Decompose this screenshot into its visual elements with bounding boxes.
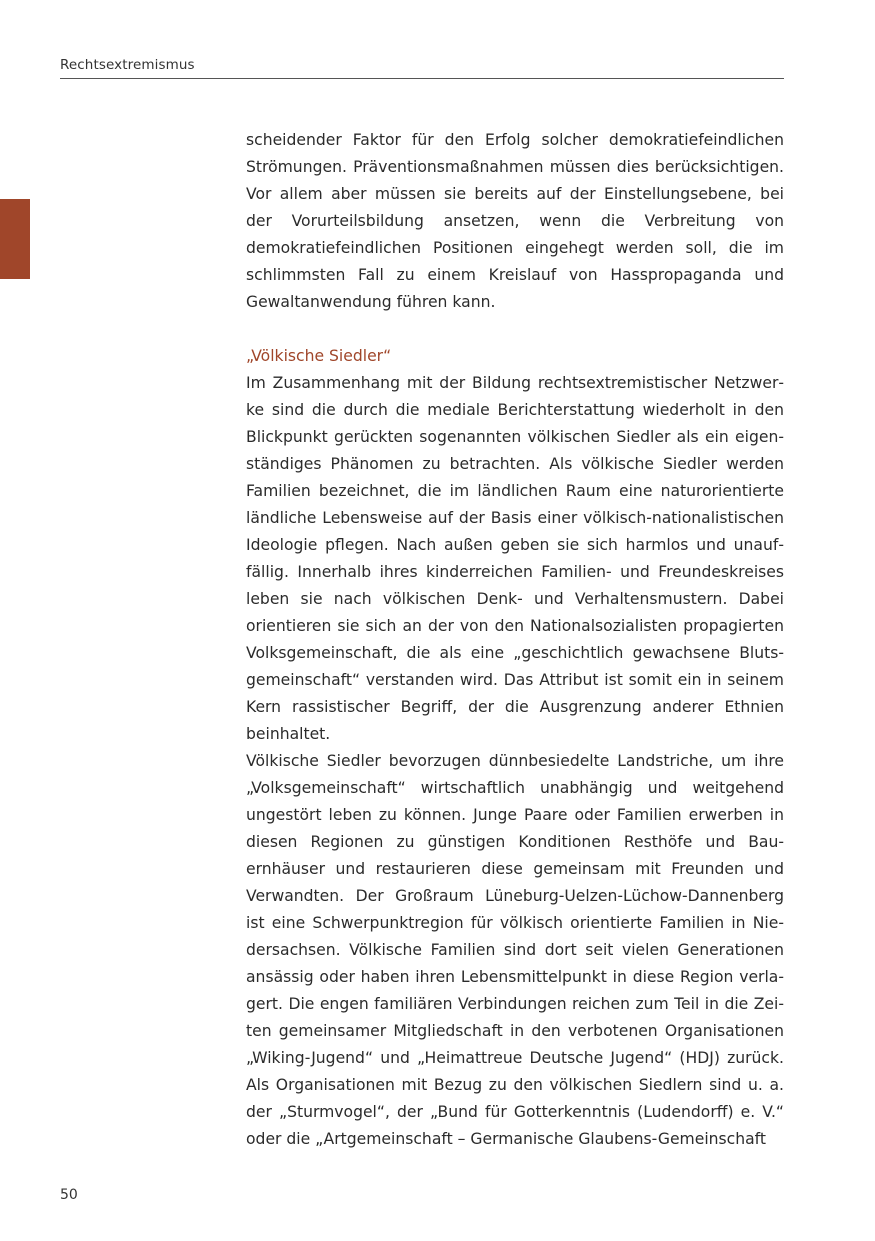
section-heading: „Völkische Siedler“ bbox=[246, 347, 392, 365]
chapter-side-tab bbox=[0, 199, 30, 279]
running-title: Rechtsextremismus bbox=[60, 57, 195, 73]
paragraph-definition: Im Zusammenhang mit der Bildung rechtsextremistischer Netzwerke sind die durch die mediale Berichterstattung wiederholt in den Blickpunkt gerückten sogenannten völkischen Siedler als ein eigenständiges Phänomen zu betrachten. Als völkische Siedler werden Familien bezeichnet, die im ländlichen Raum eine naturorientierte ländliche Lebensweise auf der Basis einer völkisch-nationalistischen Ideologie pflegen. Nach außen geben sie sich harmlos und unauffällig. Innerhalb ihres kinderreichen Familien- und Freundeskreises leben sie nach völkischen Denk- und Verhaltensmustern. Dabei orientieren sie sich an der von den Nationalsozialisten propagierten Volksgemeinschaft, die als eine „geschichtlich gewachsene Blutsgemeinschaft“ verstanden wird. Das Attribut ist somit ein in seinem Kern rassistischer Begriff, der die Ausgrenzung anderer Ethnien beinhaltet. bbox=[246, 374, 784, 743]
paragraph-regions: Völkische Siedler bevorzugen dünnbesiedelte Landstriche, um ihre „Volksgemeinschaft“ wirtschaftlich unabhängig und weitgehend ungestört leben zu können. Junge Paare oder Familien erwerben in diesen Regionen zu günstigen Konditionen Resthöfe und Bauernhäuser und restaurieren diese gemeinsam mit Freunden und Verwandten. Der Großraum Lüneburg-Uelzen-Lüchow-Dannenberg ist eine Schwerpunktregion für völkisch orientierte Familien in Niedersachsen. Völkische Familien sind dort seit vielen Generationen ansässig oder haben ihren Lebensmittelpunkt in diese Region verlagert. Die engen familiären Verbindungen reichen zum Teil in die Zeiten gemeinsamer Mitgliedschaft in den verbotenen Organisationen „Wiking-Jugend“ und „Heimattreue Deutsche Jugend“ (HDJ) zurück. Als Organisationen mit Bezug zu den völkischen Siedlern sind u. a. der „Sturmvogel“, der „Bund für Gotterkenntnis (Ludendorff) e. V.“ oder die „Artgemeinschaft – Germanische Glaubens-Gemeinschaft bbox=[246, 752, 784, 1148]
header-rule bbox=[60, 78, 784, 79]
page-number: 50 bbox=[60, 1187, 78, 1203]
paragraph-intro: scheidender Faktor für den Erfolg solcher demokratiefeindlichen Strömungen. Präventionsmaßnahmen müssen dies berücksichtigen. Vor allem aber müssen sie bereits auf der Einstellungsebene, bei der Vorurteilsbildung ansetzen, wenn die Verbreitung von demokratiefeindlichen Positionen eingehegt werden soll, die im schlimmsten Fall zu einem Kreislauf von Hasspropaganda und Gewaltanwendung führen kann. bbox=[246, 131, 784, 311]
body-text bbox=[246, 127, 784, 1153]
